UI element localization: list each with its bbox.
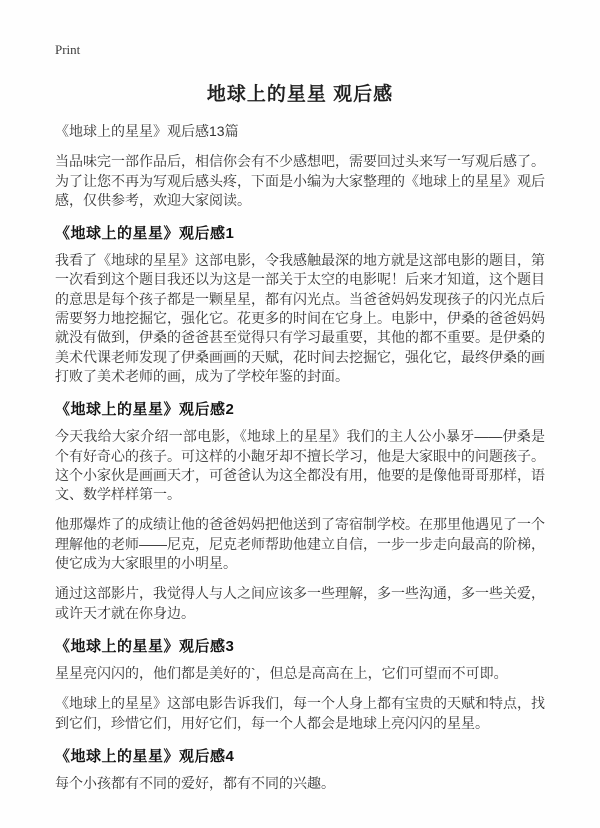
section-heading: 《地球上的星星》观后感2 — [55, 401, 235, 419]
subtitle: 《地球上的星星》观后感13篇 — [55, 123, 239, 139]
section-heading: 《地球上的星星》观后感4 — [55, 747, 235, 765]
section-paragraph: 今天我给大家介绍一部电影，《地球上的星星》我们的主人公小暴牙——伊桑是个有好奇心的孩子。可这样的小龅牙却不擅长学习，他是大家眼中的问题孩子。这个小家伙是画画天才，可爸爸认为这全都没有用，他要的是像他哥哥那样，语文、数学样样第一。 — [55, 428, 545, 503]
print-link[interactable]: Print — [55, 42, 81, 57]
page-title: 地球上的星星 观后感 — [206, 84, 394, 105]
section-paragraph: 星星亮闪闪的，他们都是美好的`，但总是高高在上，它们可望而不可即。 — [55, 664, 508, 681]
section-paragraph: 我看了《地球的星星》这部电影，令我感触最深的地方就是这部电影的题目，第一次看到这个题目我还以为这是一部关于太空的电影呢！后来才知道，这个题目的意思是每个孩子都是一颗星星，都有闪光点。当爸爸妈妈发现孩子的闪光点后需要努力地挖掘它，强化它。花更多的时间在它身上。电影中，伊桑的爸爸妈妈就没有做到，伊桑的爸爸甚至觉得只有学习最重要，其他的都不重要。是伊桑的美术代课老师发现了伊桑画画的天赋，花时间去挖掘它，强化它，最终伊桑的画打败了美术老师的画，成为了学校年鉴的封面。 — [55, 252, 545, 384]
section-heading: 《地球上的星星》观后感3 — [55, 637, 235, 655]
sections — [55, 224, 545, 793]
intro-paragraph: 当品味完一部作品后，相信你会有不少感想吧，需要回过头来写一写观后感了。为了让您不再为写观后感头疼，下面是小编为大家整理的《地球上的星星》观后感，仅供参考，欢迎大家阅读。 — [55, 153, 545, 208]
section-paragraph: 每个小孩都有不同的爱好，都有不同的兴趣。 — [55, 774, 335, 791]
section-heading: 《地球上的星星》观后感1 — [55, 225, 235, 243]
document-body — [55, 122, 545, 793]
section-paragraph: 《地球上的星星》这部电影告诉我们，每一个人身上都有宝贵的天赋和特点，找到它们，珍惜它们，用好它们，每一个人都会是地球上亮闪闪的星星。 — [55, 695, 545, 731]
section-paragraph: 他那爆炸了的成绩让他的爸爸妈妈把他送到了寄宿制学校。在那里他遇见了一个理解他的老师——尼克，尼克老师帮助他建立自信，一步一步走向最高的阶梯，使它成为大家眼里的小明星。 — [55, 516, 545, 572]
section-paragraph: 通过这部影片，我觉得人与人之间应该多一些理解，多一些沟通，多一些关爱，或许天才就在你身边。 — [55, 585, 545, 621]
